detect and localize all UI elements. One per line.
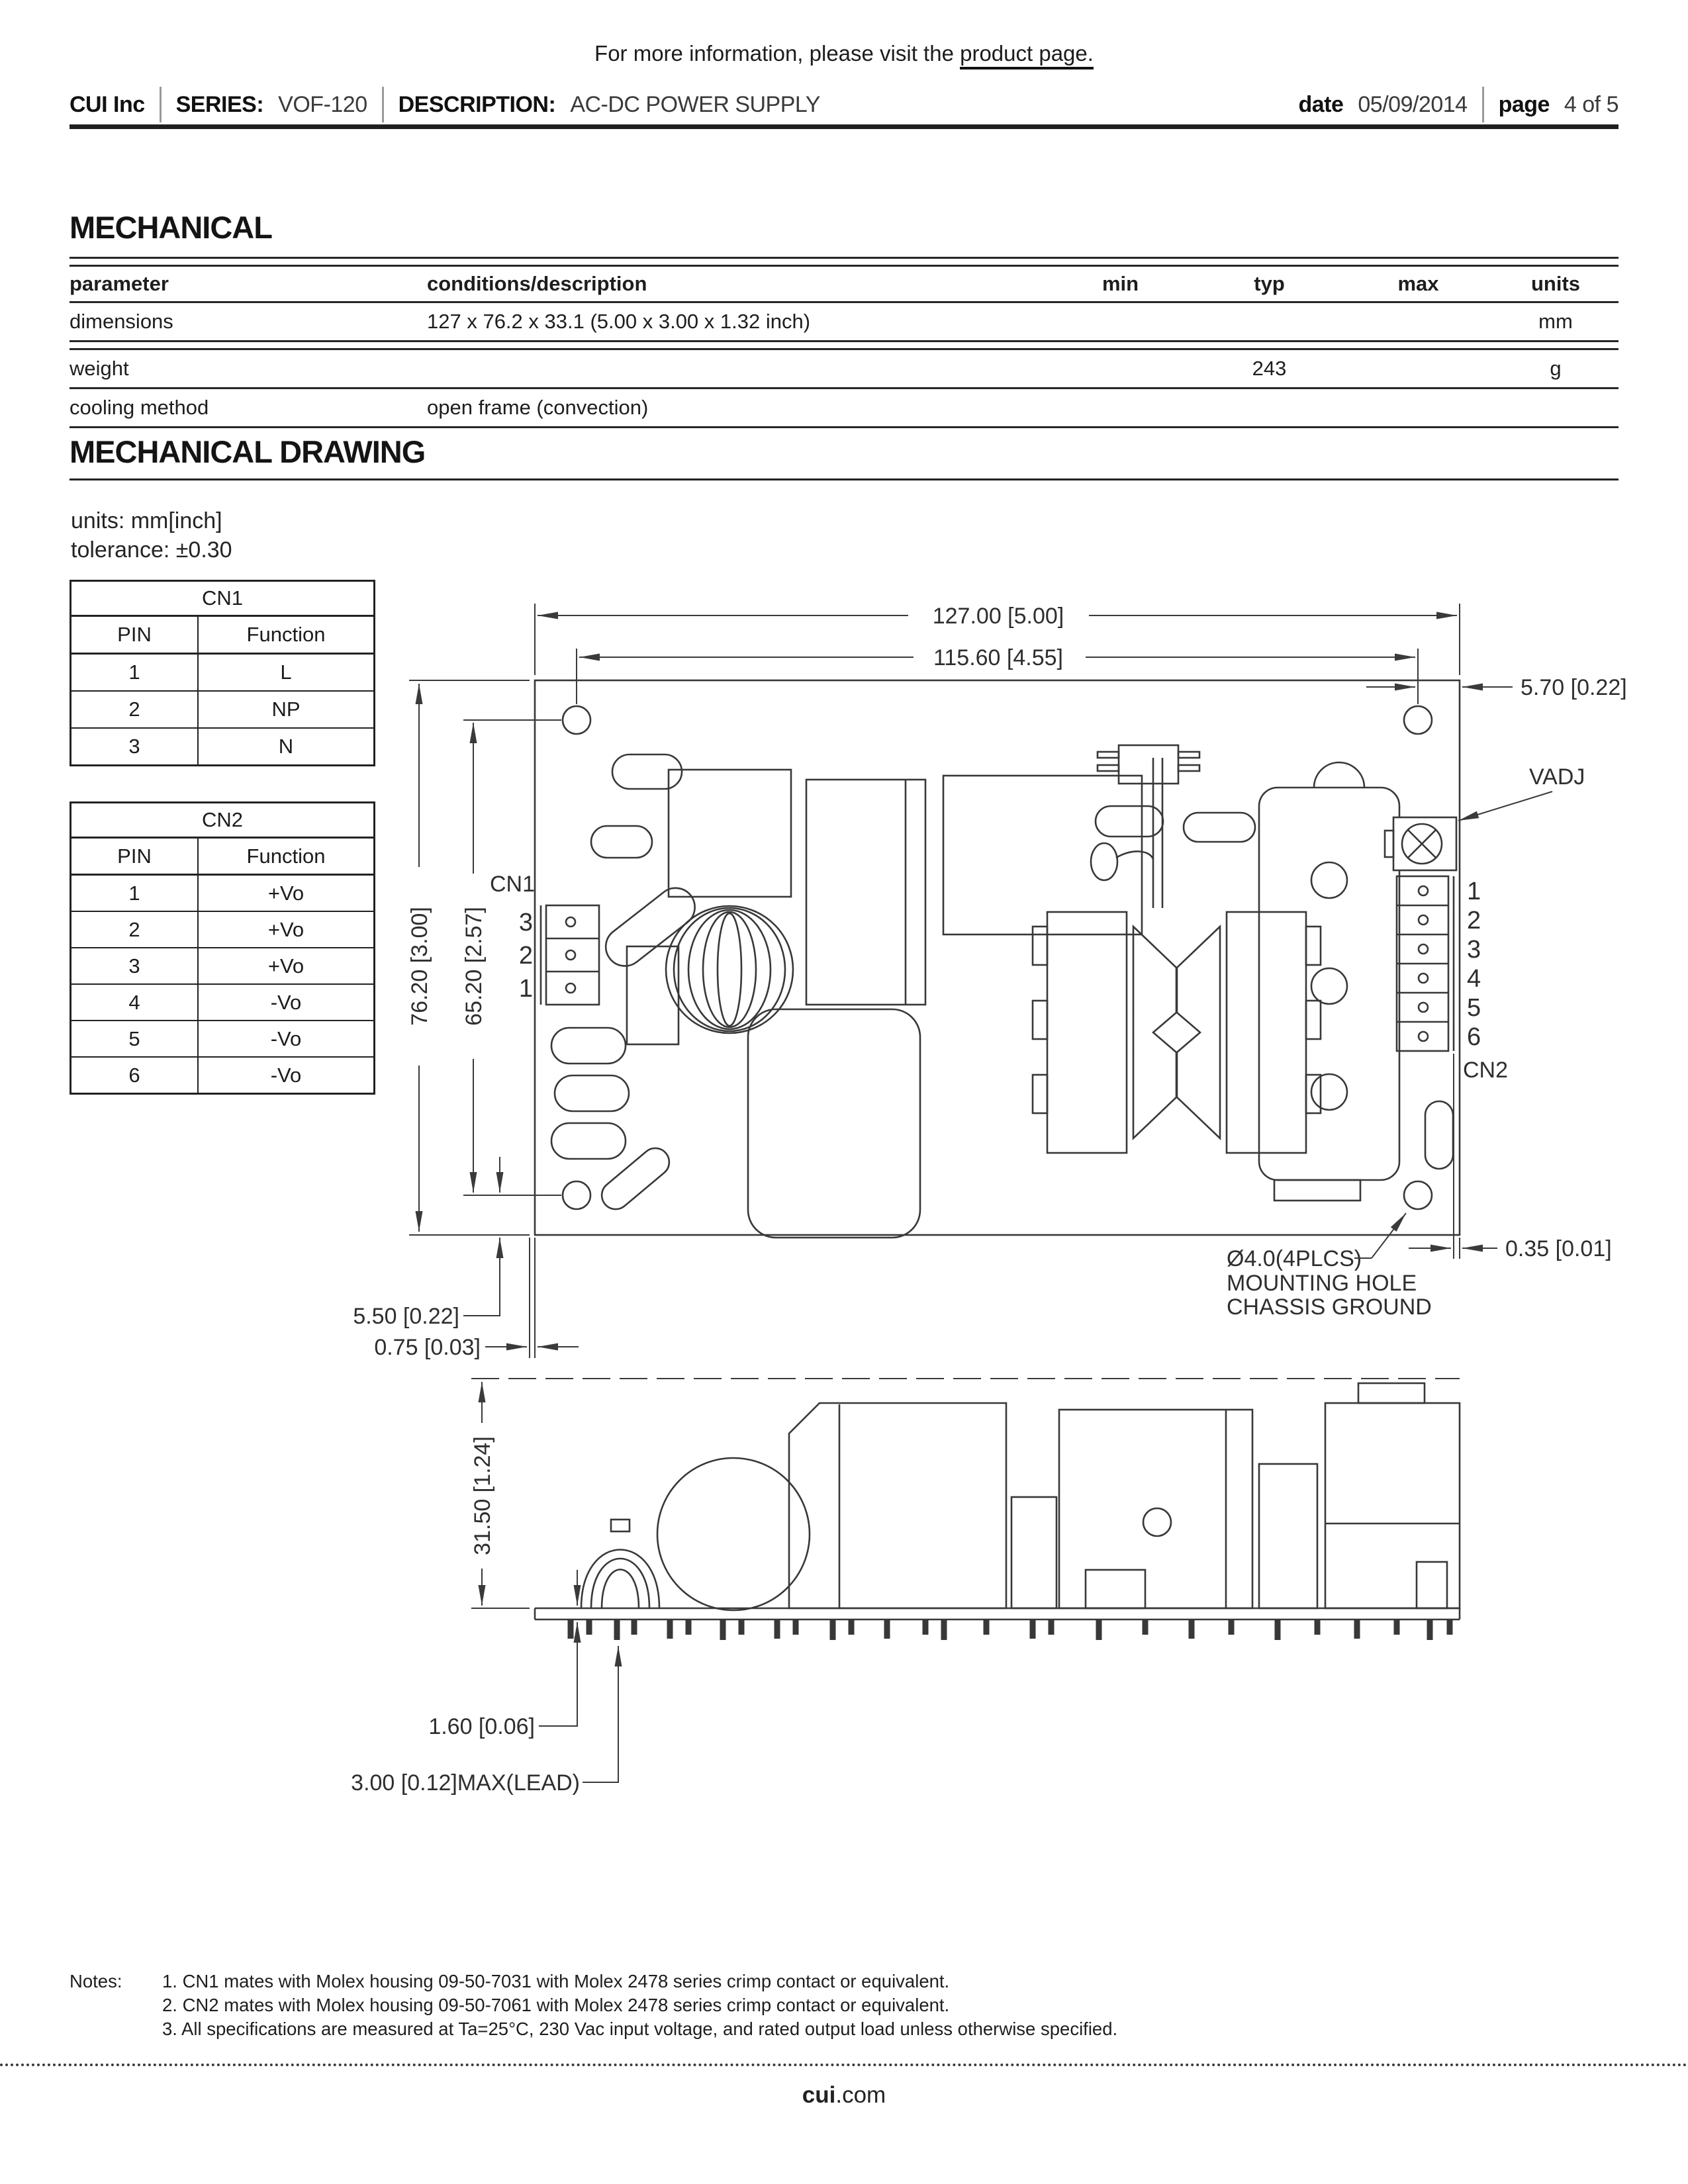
footer-brand: cui [802,2082,836,2108]
product-page-link[interactable]: product page. [960,41,1094,69]
cell-pin: 2 [71,912,199,947]
date-label: date [1298,91,1344,117]
cell-pin: 2 [71,692,199,727]
mounting-note-line2: MOUNTING HOLE [1227,1271,1417,1296]
cell-function: -Vo [270,1063,302,1087]
cell-function: -Vo [270,990,302,1014]
component-hole [1143,1508,1171,1536]
mounting-hole [1404,706,1432,734]
vadj-label: VADJ [1529,764,1585,790]
heatsink [1259,762,1399,1201]
component-pill [555,1075,629,1111]
dim-label-edge-offset-v: 5.50 [0.22] [353,1304,459,1329]
component-block [1011,1497,1056,1608]
date-value: 05/09/2014 [1358,91,1468,117]
table-row [70,350,1618,387]
table-rule [70,426,1618,428]
component-pill [551,1028,626,1064]
col-function: Function [246,844,326,868]
top-view [353,604,1626,1360]
header-rule [70,124,1618,129]
description-label: DESCRIPTION: [398,91,556,117]
col-pin: PIN [71,839,199,874]
dimension-pcb-thickness [428,1570,577,1739]
cell-pin: 6 [71,1058,199,1093]
dimension-cn2-offset [1409,1054,1612,1261]
cell-pin: 3 [71,948,199,983]
col-pin: PIN [71,617,199,653]
toroid-inductor [666,906,793,1033]
cell-function: +Vo [267,917,305,941]
cell-pin: 3 [71,729,199,764]
mounting-hole-note [1227,1213,1432,1320]
dim-label-hole-span-h: 115.60 [4.55] [933,645,1063,670]
cn2-pin-number: 4 [1467,965,1481,993]
dim-label-cn2-offset: 0.35 [0.01] [1505,1236,1612,1261]
cn2-pin-number: 3 [1467,936,1481,964]
cell-pin: 5 [71,1021,199,1056]
cn2-connector [1397,876,1454,1051]
mechanical-section-title: MECHANICAL [70,210,272,245]
note-item: 1. CN1 mates with Molex housing 09-50-7031 with Molex 2478 series crimp contact or equivalent. [162,1971,950,1991]
drawing-section-rule [70,478,1618,480]
component-pill [551,1123,626,1159]
cell-function: L [280,660,292,684]
col-header-conditions: conditions/description [427,272,647,295]
pcb-side [535,1608,1460,1619]
cell-function: NP [271,698,301,721]
component-block [1259,1464,1317,1608]
dim-label-side-height: 31.50 [1.24] [470,1436,495,1555]
cn2-pin-number: 6 [1467,1023,1481,1051]
drawing-section-title: MECHANICAL DRAWING [70,434,426,469]
mounting-note-line3: CHASSIS GROUND [1227,1295,1432,1320]
component-wire [1116,851,1153,859]
table-rule [70,340,1618,350]
series-value: VOF-120 [278,91,367,117]
separator [1482,87,1484,122]
component-block [1417,1562,1447,1608]
cn1-connector [541,905,599,1005]
cell-conditions: 127 x 76.2 x 33.1 (5.00 x 3.00 x 1.32 inch) [427,310,811,333]
mounting-hole [1404,1181,1432,1209]
info-text: For more information, please visit the [594,41,961,66]
dimension-lead-offset [374,1238,579,1360]
dim-label-height: 76.20 [3.00] [407,907,432,1026]
cn1-table-title: CN1 [71,582,373,617]
dim-label-edge-offset-h: 5.70 [0.22] [1521,675,1627,700]
cell-function: +Vo [267,881,305,905]
component-pill [612,754,682,789]
mounting-hole [563,706,590,734]
dim-label-lead-length: 3.00 [0.12]MAX(LEAD) [351,1770,580,1796]
separator [160,87,162,122]
dim-label-width: 127.00 [5.00] [932,604,1064,629]
notes-label: Notes: [70,1971,122,1991]
component-block [943,776,1142,934]
separator [382,87,384,122]
component-block [1325,1403,1460,1608]
cn2-table-title: CN2 [71,803,373,839]
optocoupler [1098,745,1199,784]
cn1-pin-number: 2 [518,942,533,970]
side-components [581,1383,1460,1610]
mounting-hole [563,1181,590,1209]
footer-rule [0,2064,1688,2066]
table-row [70,303,1618,340]
strain-relief [591,1559,649,1608]
cell-units: g [1550,357,1562,380]
footer-site [0,2082,1688,2109]
table-row [70,389,1618,426]
component-block [669,770,791,897]
cell-pin: 1 [71,655,199,690]
component-block [806,780,925,1005]
component-capacitor [1091,843,1117,880]
cn1-pin-number: 3 [518,909,533,936]
mechanical-table [70,257,1618,428]
cell-conditions: open frame (convection) [427,396,649,419]
col-header-parameter: parameter [70,272,169,295]
note-item: 3. All specifications are measured at Ta=25°C, 230 Vac input voltage, and rated output load unless otherwise specified. [162,2019,1118,2039]
table-header-row [70,267,1618,301]
notes-items [162,1970,1117,2041]
strain-relief-tab [611,1520,630,1531]
component-block [1086,1570,1145,1608]
notes-block [70,1970,1117,2041]
cn2-connector-label: CN2 [1463,1058,1509,1083]
header-meta-row [70,85,1618,124]
page-label: page [1498,91,1550,117]
description-value: AC-DC POWER SUPPLY [570,91,820,117]
dimension-edge-offset-v [353,1157,500,1329]
component-block [1358,1383,1425,1403]
table-rule [70,257,1618,267]
strain-relief [602,1570,639,1609]
component-pill [1184,813,1255,842]
dim-label-pcb-thickness: 1.60 [0.06] [428,1714,535,1739]
col-header-typ: typ [1254,272,1285,295]
cell-function: -Vo [270,1026,302,1050]
capacitor-outline [748,1009,920,1238]
dim-label-lead-offset: 0.75 [0.03] [374,1335,481,1360]
cn1-pin-number: 1 [518,975,533,1003]
component-pill [591,826,652,858]
cell-parameter: weight [70,357,129,380]
mounting-note-line1: Ø4.0(4PLCS) [1227,1246,1362,1271]
info-line [0,41,1688,66]
header-meta-right [1298,87,1618,122]
footer-domain: .com [835,2082,886,2108]
vadj-leader [1458,792,1552,821]
note-item: 2. CN2 mates with Molex housing 09-50-7061 with Molex 2478 series crimp contact or equivalent. [162,1995,950,2015]
page-number: 4 of 5 [1564,91,1618,117]
cn2-pin-number: 1 [1467,878,1481,905]
tolerance-note: tolerance: ±0.30 [71,537,232,563]
series-label: SERIES: [175,91,264,117]
component-pill [598,880,702,974]
col-header-max: max [1397,272,1439,295]
header-meta-left [70,87,1298,122]
col-function: Function [246,623,326,646]
cn1-connector-label: CN1 [490,872,536,897]
dimension-edge-offset-h [1366,675,1627,700]
component-pill [1425,1101,1453,1169]
cn2-pin-number: 2 [1467,907,1481,934]
col-header-min: min [1102,272,1139,295]
side-view [351,1379,1460,1796]
capacitor-side [657,1458,810,1610]
pcb-components [551,745,1453,1238]
cell-pin: 4 [71,985,199,1020]
cell-parameter: dimensions [70,310,173,333]
units-note: units: mm[inch] [71,508,222,533]
cell-typ: 243 [1252,357,1287,380]
transformer [1033,912,1321,1153]
transformer-side [789,1403,1006,1608]
cell-parameter: cooling method [70,396,209,419]
cell-function: N [278,735,294,758]
dim-label-hole-span-v: 65.20 [2.57] [461,907,487,1026]
col-header-units: units [1530,272,1581,295]
dimension-hole-span-h [577,645,1418,704]
cell-units: mm [1538,310,1573,333]
company-name: CUI Inc [70,91,145,117]
component-pill [596,1142,675,1214]
mechanical-drawing [0,566,1688,1823]
cn2-pin-number: 5 [1467,994,1481,1022]
cell-function: +Vo [267,954,305,978]
vadj-potentiometer [1385,817,1456,870]
dimension-side-height [470,1382,530,1608]
component-leads [571,1619,1450,1640]
cell-pin: 1 [71,876,199,911]
